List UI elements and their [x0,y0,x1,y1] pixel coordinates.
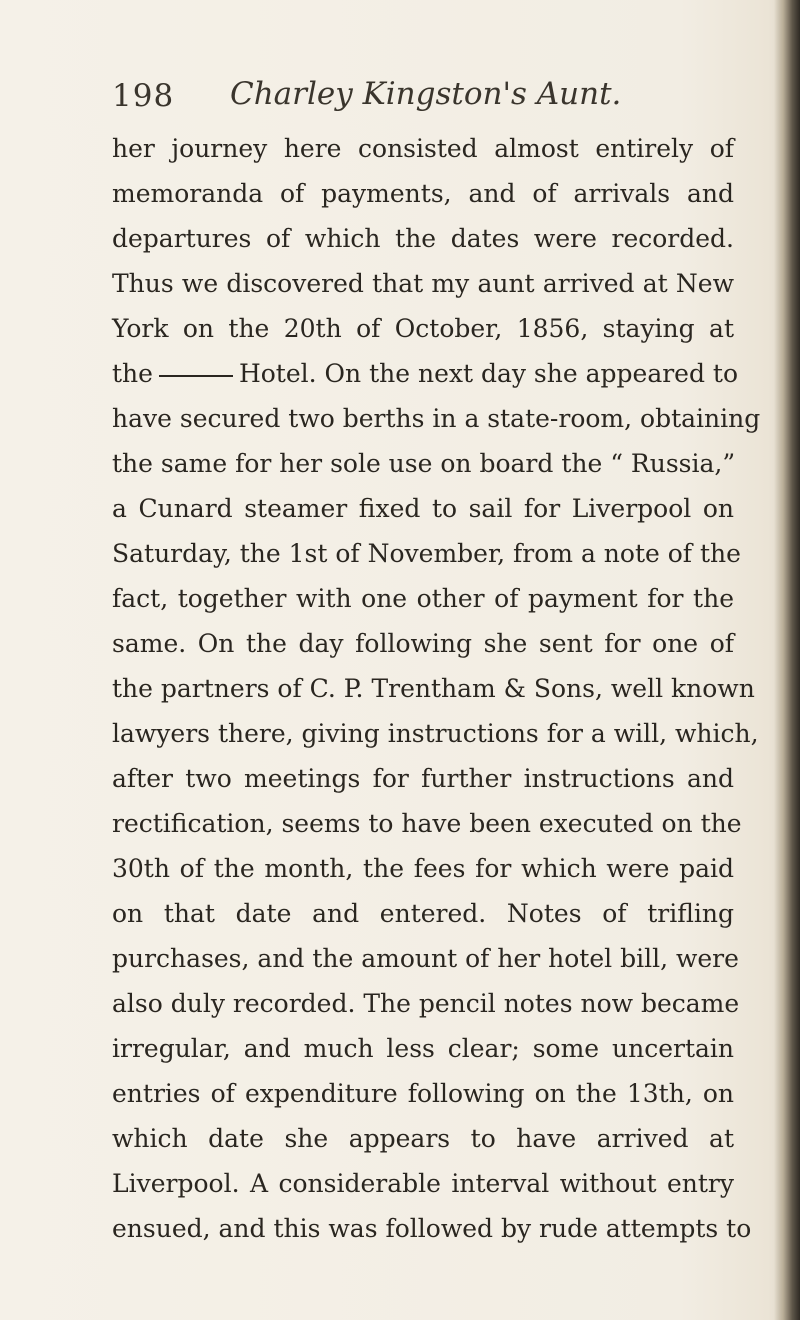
text-line: purchases, and the amount of her hotel bill, were [112,944,739,973]
text-line: the partners of C. P. Trentham & Sons, well known [112,674,755,703]
text-line: on that date and entered. Notes of trifling [112,899,734,928]
page-binding-edge [774,0,800,1320]
text-line: which date she appears to have arrived at [112,1124,734,1153]
text-line: lawyers there, giving instructions for a will, which, [112,719,759,748]
text-line: her journey here consisted almost entirely of [112,134,734,163]
running-head [112,76,732,126]
text-line: departures of which the dates were recorded. [112,224,734,253]
text-line: Thus we discovered that my aunt arrived at New [112,269,734,298]
text-line: Saturday, the 1st of November, from a note of the [112,539,741,568]
page-number: 198 [112,78,175,114]
body-text [112,126,761,1251]
text-fragment: the [112,359,153,388]
text-line: irregular, and much less clear; some uncertain [112,1034,734,1063]
text-line: rectification, seems to have been executed on the [112,809,742,838]
text-line: memoranda of payments, and of arrivals and [112,179,734,208]
text-line: also duly recorded. The pencil notes now became [112,989,740,1018]
running-title: Charley Kingston's Aunt. [230,76,622,112]
omission-dash [159,375,233,377]
text-line-with-dash [112,351,739,396]
text-line: a Cunard steamer fixed to sail for Liverpool on [112,494,734,523]
text-fragment: Hotel. On the next day she appeared to [238,359,739,388]
text-line: entries of expenditure following on the 13th, on [112,1079,734,1108]
text-line: after two meetings for further instructions and [112,764,734,793]
text-line: the same for her sole use on board the “ Russia,” [112,449,736,478]
text-line: ensued, and this was followed by rude attempts to [112,1214,752,1243]
text-line: same. On the day following she sent for one of [112,629,734,658]
text-line: have secured two berths in a state-room, obtaining [112,404,761,433]
text-line: Liverpool. A considerable interval without entry [112,1169,734,1198]
text-line: 30th of the month, the fees for which were paid [112,854,734,883]
text-line: fact, together with one other of payment for the [112,584,734,613]
text-line: York on the 20th of October, 1856, staying at [112,314,734,343]
